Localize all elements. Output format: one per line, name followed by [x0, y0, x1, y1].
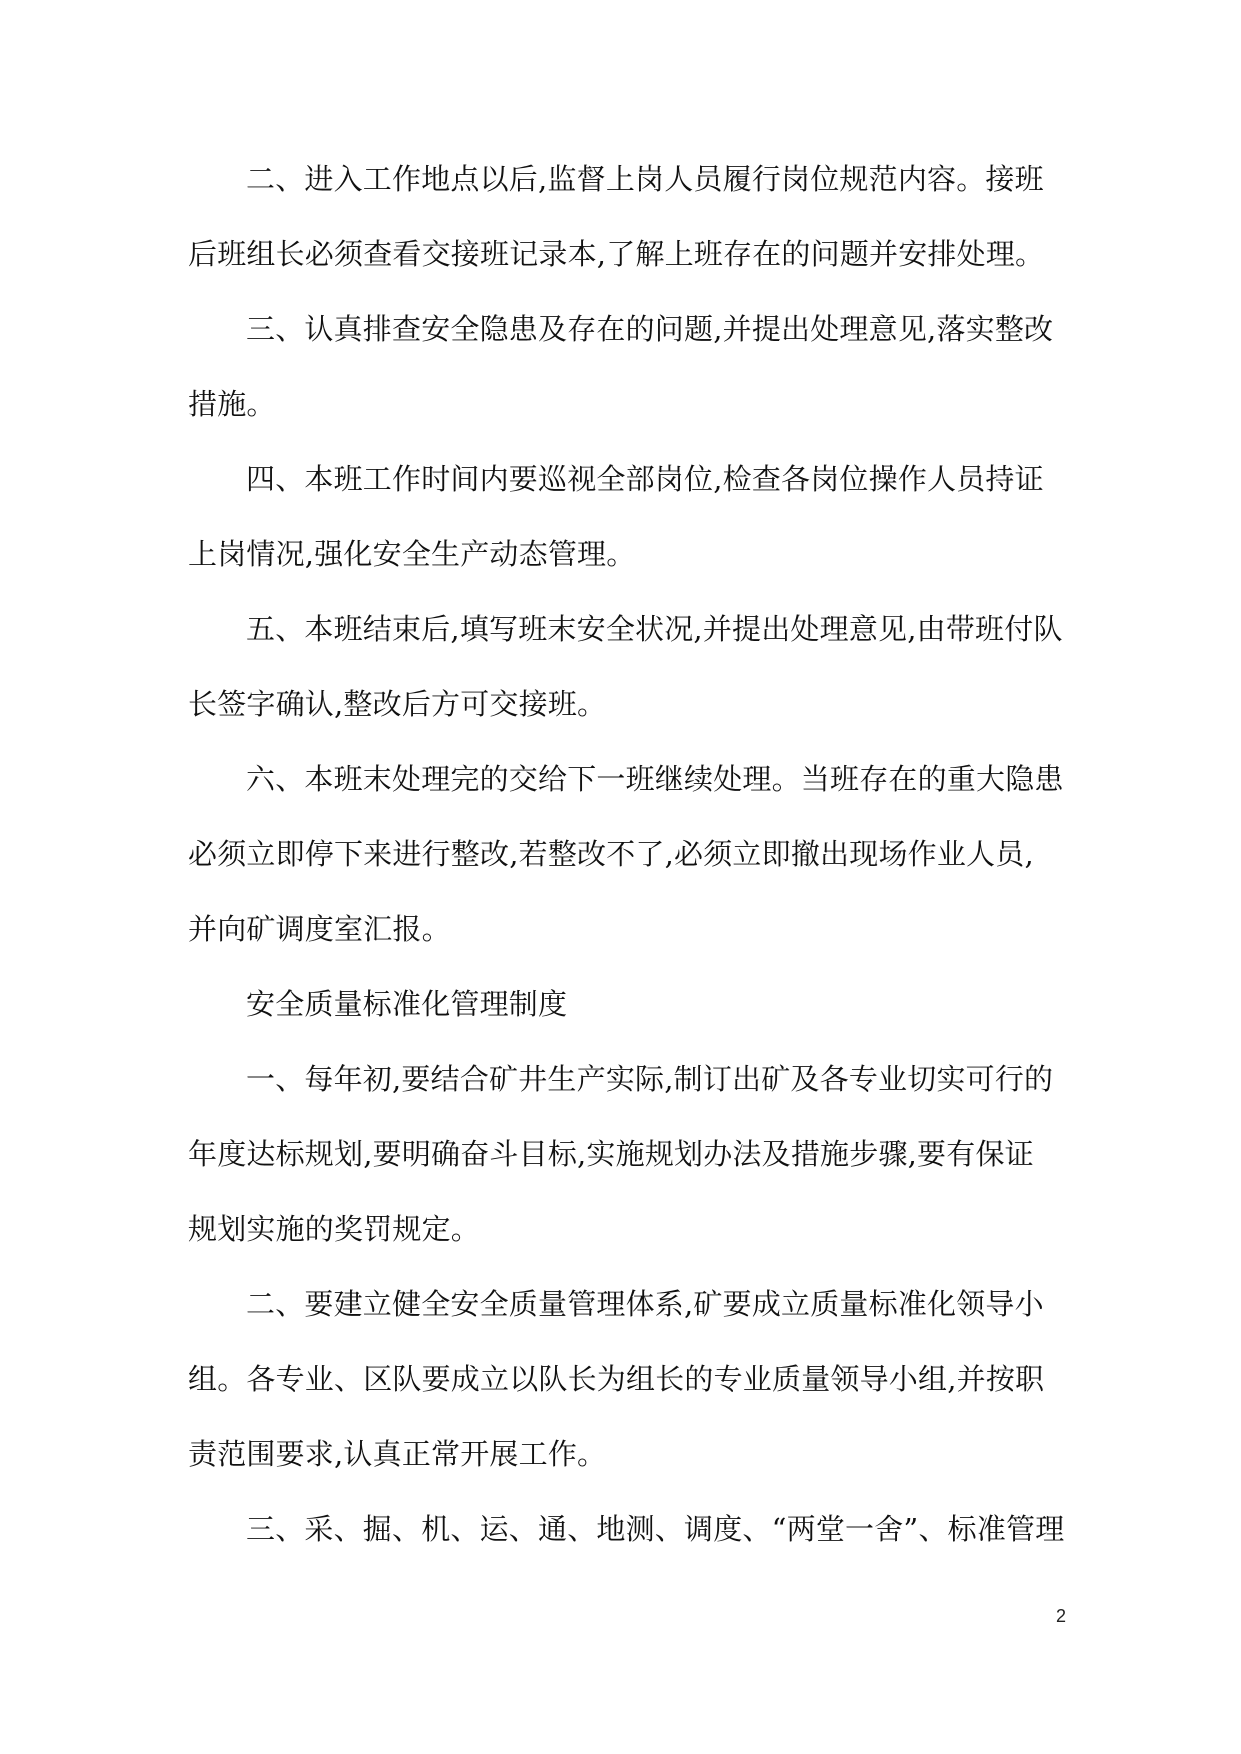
paragraph-line: 并向矿调度室汇报。: [188, 912, 451, 946]
paragraph-line: 长签字确认,整改后方可交接班。: [188, 687, 607, 721]
paragraph-line: 三、采、掘、机、运、通、地测、调度、“两堂一舍”、标准管理: [246, 1512, 1065, 1546]
page-number: 2: [1055, 1606, 1066, 1626]
paragraph-line: 责范围要求,认真正常开展工作。: [188, 1437, 607, 1471]
paragraph-line: 一、每年初,要结合矿井生产实际,制订出矿及各专业切实可行的: [246, 1062, 1054, 1096]
paragraph-line: 四、本班工作时间内要巡视全部岗位,检查各岗位操作人员持证: [246, 462, 1044, 496]
paragraph-line: 上岗情况,强化安全生产动态管理。: [188, 537, 636, 571]
paragraph-line: 六、本班末处理完的交给下一班继续处理。当班存在的重大隐患: [246, 762, 1064, 796]
paragraph-line: 二、进入工作地点以后,监督上岗人员履行岗位规范内容。接班: [246, 162, 1044, 196]
paragraph-line: 二、要建立健全安全质量管理体系,矿要成立质量标准化领导小: [246, 1287, 1044, 1321]
paragraph-line: 三、认真排查安全隐患及存在的问题,并提出处理意见,落实整改: [246, 312, 1054, 346]
paragraph-line: 后班组长必须查看交接班记录本,了解上班存在的问题并安排处理。: [188, 237, 1045, 271]
paragraph-line: 组。各专业、区队要成立以队长为组长的专业质量领导小组,并按职: [188, 1362, 1045, 1396]
body-text: [188, 142, 1065, 1567]
paragraph-line: 年度达标规划,要明确奋斗目标,实施规划办法及措施步骤,要有保证: [188, 1137, 1034, 1171]
paragraph-line: 措施。: [188, 387, 276, 421]
section-heading: 安全质量标准化管理制度: [246, 987, 568, 1021]
paragraph-line: 必须立即停下来进行整改,若整改不了,必须立即撤出现场作业人员,: [188, 837, 1034, 871]
paragraph-line: 规划实施的奖罚规定。: [188, 1212, 481, 1246]
paragraph-line: 五、本班结束后,填写班末安全状况,并提出处理意见,由带班付队: [246, 612, 1063, 646]
